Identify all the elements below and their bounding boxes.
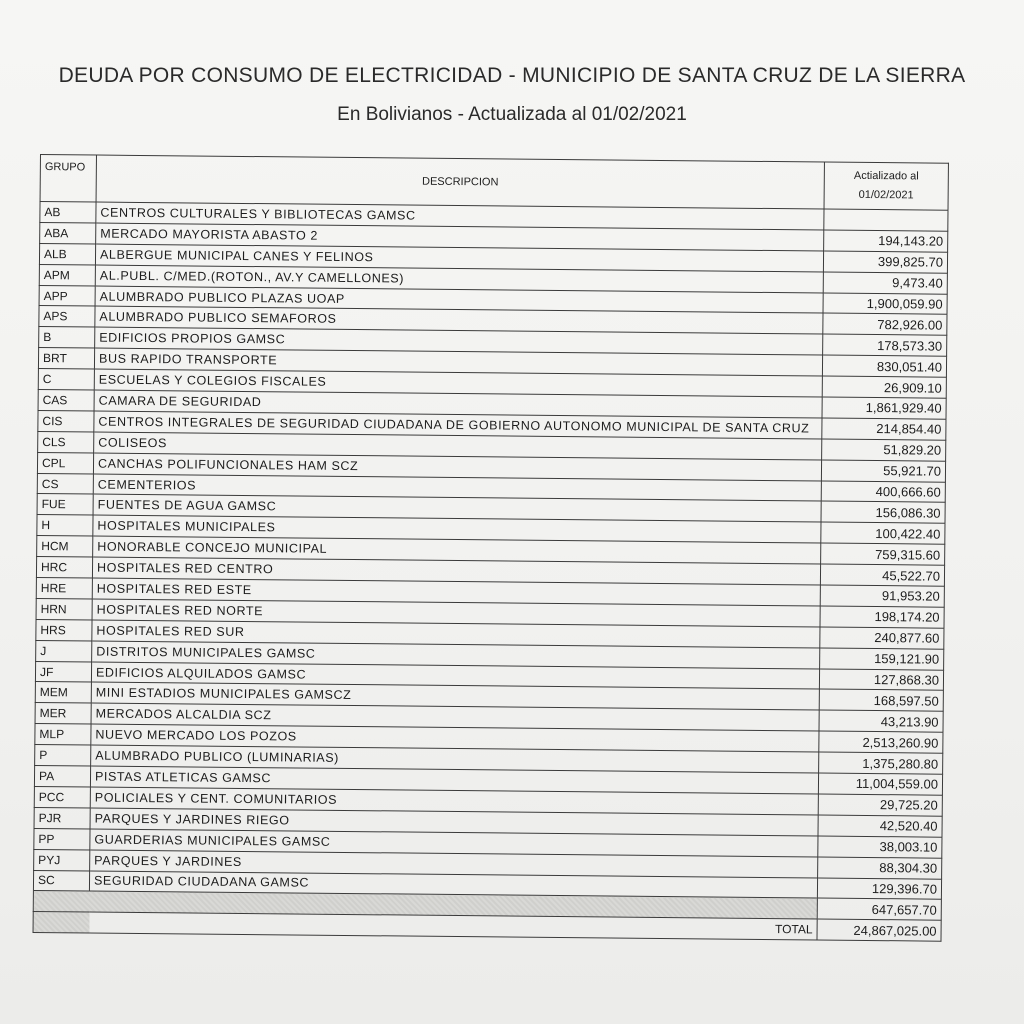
amount-cell: 38,003.10 [818, 836, 942, 858]
amount-cell: 198,174.20 [820, 606, 944, 628]
amount-cell: 214,854.40 [822, 418, 946, 440]
group-code-cell: SC [33, 870, 89, 891]
description-cell: ALBERGUE MUNICIPAL CANES Y FELINOS [95, 244, 823, 272]
amount-cell: 2,513,260.90 [819, 731, 943, 753]
header-updated-line1: Actializado al [853, 169, 919, 183]
amount-cell: 178,573.30 [823, 334, 947, 356]
amount-cell: 129,396.70 [817, 877, 941, 899]
amount-cell: 127,868.30 [819, 669, 943, 691]
group-code-cell: APM [39, 264, 95, 285]
description-cell: GUARDERIAS MUNICIPALES GAMSC [90, 829, 818, 857]
description-cell: CENTROS CULTURALES Y BIBLIOTECAS GAMSC [96, 202, 824, 230]
filler-cell [33, 912, 89, 934]
description-cell: CEMENTERIOS [93, 474, 821, 502]
amount-cell: 51,829.20 [822, 439, 946, 461]
debt-table [33, 154, 949, 942]
group-code-cell: HRS [36, 619, 92, 640]
group-code-cell: PCC [34, 786, 90, 807]
debt-table-container [33, 154, 948, 942]
amount-cell: 194,143.20 [824, 230, 948, 252]
amount-cell [824, 209, 948, 231]
description-cell: MINI ESTADIOS MUNICIPALES GAMSCZ [91, 683, 819, 711]
header-updated [824, 162, 948, 210]
amount-cell: 29,725.20 [818, 794, 942, 816]
description-cell: CENTROS INTEGRALES DE SEGURIDAD CIUDADANA DE GOBIERNO AUTONOMO MUNICIPAL DE SANTA CRUZ [94, 411, 822, 439]
group-code-cell: P [35, 745, 91, 766]
group-code-cell: H [37, 515, 93, 536]
description-cell: POLICIALES Y CENT. COMUNITARIOS [90, 787, 818, 815]
group-code-cell: AB [40, 202, 96, 223]
description-cell: ALUMBRADO PUBLICO (LUMINARIAS) [91, 745, 819, 773]
group-code-cell: MER [35, 703, 91, 724]
group-code-cell: B [39, 327, 95, 348]
group-code-cell: HRC [36, 557, 92, 578]
group-code-cell: HCM [37, 536, 93, 557]
group-code-cell: PJR [34, 807, 90, 828]
amount-cell: 26,909.10 [822, 376, 946, 398]
description-cell: NUEVO MERCADO LOS POZOS [91, 724, 819, 752]
group-code-cell: CAS [38, 390, 94, 411]
amount-cell: 45,522.70 [820, 564, 944, 586]
amount-cell: 55,921.70 [821, 460, 945, 482]
description-cell: SEGURIDAD CIUDADANA GAMSC [89, 871, 817, 899]
amount-cell: 782,926.00 [823, 313, 947, 335]
description-cell: HOSPITALES RED ESTE [92, 578, 820, 606]
group-code-cell: HRN [36, 598, 92, 619]
group-code-cell: APP [39, 285, 95, 306]
amount-cell: 400,666.60 [821, 481, 945, 503]
amount-cell: 399,825.70 [823, 251, 947, 273]
description-cell: HOSPITALES MUNICIPALES [93, 515, 821, 543]
description-cell: PARQUES Y JARDINES [90, 850, 818, 878]
description-cell: ESCUELAS Y COLEGIOS FISCALES [94, 369, 822, 397]
table-body [33, 202, 948, 942]
group-code-cell: PP [34, 828, 90, 849]
description-cell: PISTAS ATLETICAS GAMSC [90, 766, 818, 794]
description-cell: HOSPITALES RED SUR [92, 620, 820, 648]
document-subtitle: En Bolivianos - Actualizada al 01/02/2021 [337, 104, 687, 125]
description-cell: MERCADO MAYORISTA ABASTO 2 [96, 223, 824, 251]
amount-cell: 42,520.40 [818, 815, 942, 837]
amount-cell: 100,422.40 [821, 522, 945, 544]
amount-cell: 43,213.90 [819, 710, 943, 732]
amount-cell: 240,877.60 [820, 627, 944, 649]
description-cell: EDIFICIOS PROPIOS GAMSC [95, 327, 823, 355]
document-title: DEUDA POR CONSUMO DE ELECTRICIDAD - MUNICIPIO DE SANTA CRUZ DE LA SIERRA [58, 64, 966, 87]
amount-cell: 88,304.30 [818, 857, 942, 879]
group-code-cell: CS [37, 473, 93, 494]
group-code-cell: CLS [38, 431, 94, 452]
total-label: TOTAL [89, 912, 817, 940]
group-code-cell: CIS [38, 410, 94, 431]
group-code-cell: C [38, 369, 94, 390]
group-code-cell: ABA [40, 222, 96, 243]
amount-cell: 9,473.40 [823, 272, 947, 294]
amount-cell: 1,375,280.80 [819, 752, 943, 774]
header-group: GRUPO [40, 155, 96, 203]
description-cell: HOSPITALES RED NORTE [92, 599, 820, 627]
group-code-cell: APS [39, 306, 95, 327]
description-cell: BUS RAPIDO TRANSPORTE [94, 348, 822, 376]
group-code-cell: BRT [38, 348, 94, 369]
description-cell: DISTRITOS MUNICIPALES GAMSC [92, 641, 820, 669]
total-value: 24,867,025.00 [817, 919, 941, 941]
amount-cell: 156,086.30 [821, 501, 945, 523]
description-cell: PARQUES Y JARDINES RIEGO [90, 808, 818, 836]
group-code-cell: FUE [37, 494, 93, 515]
group-code-cell: CPL [37, 452, 93, 473]
amount-cell: 11,004,559.00 [818, 773, 942, 795]
description-cell: HOSPITALES RED CENTRO [92, 557, 820, 585]
description-cell: COLISEOS [94, 432, 822, 460]
amount-cell: 1,900,059.90 [823, 293, 947, 315]
description-cell: MERCADOS ALCALDIA SCZ [91, 703, 819, 731]
amount-cell: 1,861,929.40 [822, 397, 946, 419]
group-code-cell: HRE [36, 578, 92, 599]
description-cell: ALUMBRADO PUBLICO PLAZAS UOAP [95, 286, 823, 314]
description-cell: CANCHAS POLIFUNCIONALES HAM SCZ [93, 453, 821, 481]
amount-cell: 759,315.60 [821, 543, 945, 565]
description-cell: CAMARA DE SEGURIDAD [94, 390, 822, 418]
description-cell: FUENTES DE AGUA GAMSC [93, 494, 821, 522]
group-code-cell: MEM [35, 682, 91, 703]
header-updated-line2: 01/02/2021 [858, 188, 914, 202]
description-cell: ALUMBRADO PUBLICO SEMAFOROS [95, 306, 823, 334]
group-code-cell: MLP [35, 724, 91, 745]
description-cell: HONORABLE CONCEJO MUNICIPAL [93, 536, 821, 564]
group-code-cell: J [36, 640, 92, 661]
amount-cell: 647,657.70 [817, 898, 941, 920]
description-cell: AL.PUBL. C/MED.(ROTON., AV.Y CAMELLONES) [95, 265, 823, 293]
header-description: DESCRIPCION [96, 155, 824, 209]
amount-cell: 159,121.90 [820, 648, 944, 670]
group-code-cell: PYJ [34, 849, 90, 870]
group-code-cell: JF [35, 661, 91, 682]
group-code-cell: ALB [39, 243, 95, 264]
group-code-cell: PA [34, 766, 90, 787]
amount-cell: 91,953.20 [820, 585, 944, 607]
description-cell: EDIFICIOS ALQUILADOS GAMSC [91, 662, 819, 690]
amount-cell: 830,051.40 [822, 355, 946, 377]
amount-cell: 168,597.50 [819, 689, 943, 711]
